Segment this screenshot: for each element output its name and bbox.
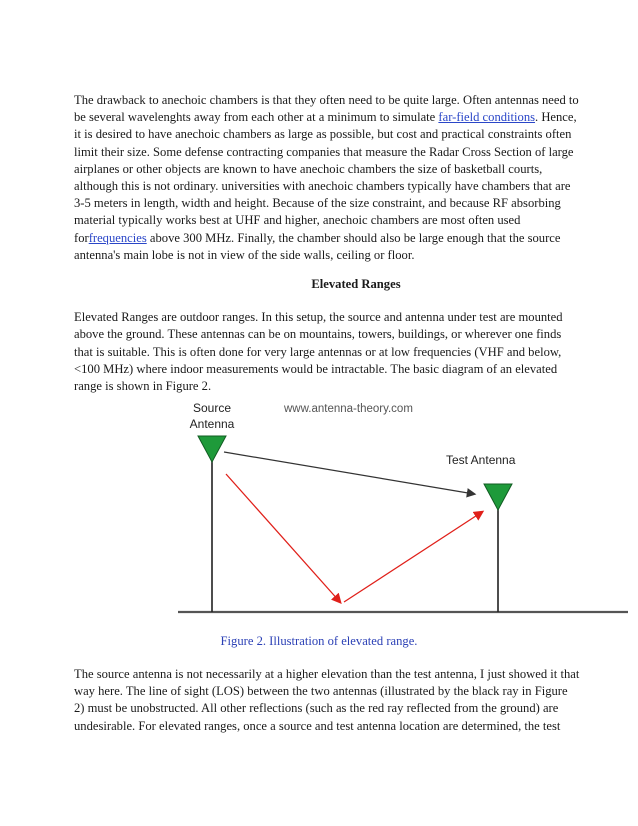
document-body: [74, 92, 638, 395]
text-segment: . Hence,: [535, 110, 577, 125]
text-line: although this is not ordinary. universities with anechoic chambers typically have chambers that are: [74, 179, 571, 194]
text-line: [74, 230, 638, 247]
text-line: The drawback to anechoic chambers is that they often need to be quite large. Often antennas need to: [74, 93, 579, 107]
text-line: way here. The line of sight (LOS) between the two antennas (illustrated by the black ray in Figure: [74, 684, 568, 699]
text-line: material typically works best at UHF and higher, anechoic chambers are most often used: [74, 213, 521, 228]
text-line: 3-5 meters in length, width and height. Because of the size constraint, and because RF absorbing: [74, 196, 561, 211]
paragraph-source-antenna: [74, 666, 638, 735]
line-of-sight-ray: [224, 452, 474, 494]
diagram-svg: [176, 392, 636, 622]
source-label-line2: Antenna: [189, 417, 235, 431]
text-line: Elevated Ranges are outdoor ranges. In this setup, the source and antenna under test are mounted: [74, 310, 563, 325]
text-segment: for: [74, 230, 89, 245]
text-line: [74, 109, 638, 126]
section-heading: Elevated Ranges: [311, 277, 401, 292]
frequencies-link[interactable]: frequencies: [88, 230, 147, 245]
text-line: above the ground. These antennas can be on mountains, towers, buildings, or wherever one finds: [74, 327, 562, 342]
text-line: antenna's main lobe is not in view of the side walls, ceiling or floor.: [74, 247, 415, 262]
text-line: it is desired to have anechoic chambers as large as possible, but cost and practical constraints often: [74, 127, 572, 142]
text-line: limit their size. Some defense contracting companies that measure the Radar Cross Section of large: [74, 144, 574, 159]
text-line: airplanes or other objects are known to have anechoic chambers the size of basketball courts,: [74, 161, 543, 176]
source-label-line1: Source: [192, 401, 232, 415]
far-field-conditions-link[interactable]: far-field conditions: [438, 110, 536, 125]
paragraph-anechoic-drawbacks: [74, 92, 638, 264]
reflected-ray-outgoing: [344, 512, 482, 602]
text-line: 2) must be unobstructed. All other reflections (such as the red ray reflected from the ground) are: [74, 701, 559, 716]
text-segment: be several wavelenghts away from each other at a minimum to simulate: [74, 110, 439, 125]
text-line: that is suitable. This is often done for very large antennas or at low frequencies (VHF and below,: [74, 344, 562, 359]
test-antenna-label: Test Antenna: [446, 453, 516, 467]
paragraph-elevated-ranges: [74, 309, 638, 395]
watermark-text: www.antenna-theory.com: [284, 403, 413, 415]
text-segment: above 300 MHz. Finally, the chamber should also be large enough that the source: [146, 230, 561, 245]
text-line: range is shown in Figure 2.: [74, 379, 212, 394]
text-line: The source antenna is not necessarily at a higher elevation than the test antenna, I just showed it that: [74, 667, 580, 681]
figure-caption: Figure 2. Illustration of elevated range.: [220, 634, 418, 648]
reflected-ray-incident: [226, 474, 340, 602]
elevated-range-diagram: [176, 392, 636, 622]
text-line: <100 MHz) where indoor measurements would be intractable. The basic diagram of an elevated: [74, 361, 558, 376]
test-antenna-icon: [484, 484, 512, 510]
source-antenna-icon: [198, 436, 226, 462]
text-line: undesirable. For elevated ranges, once a source and test antenna location are determined, the test: [74, 718, 561, 733]
